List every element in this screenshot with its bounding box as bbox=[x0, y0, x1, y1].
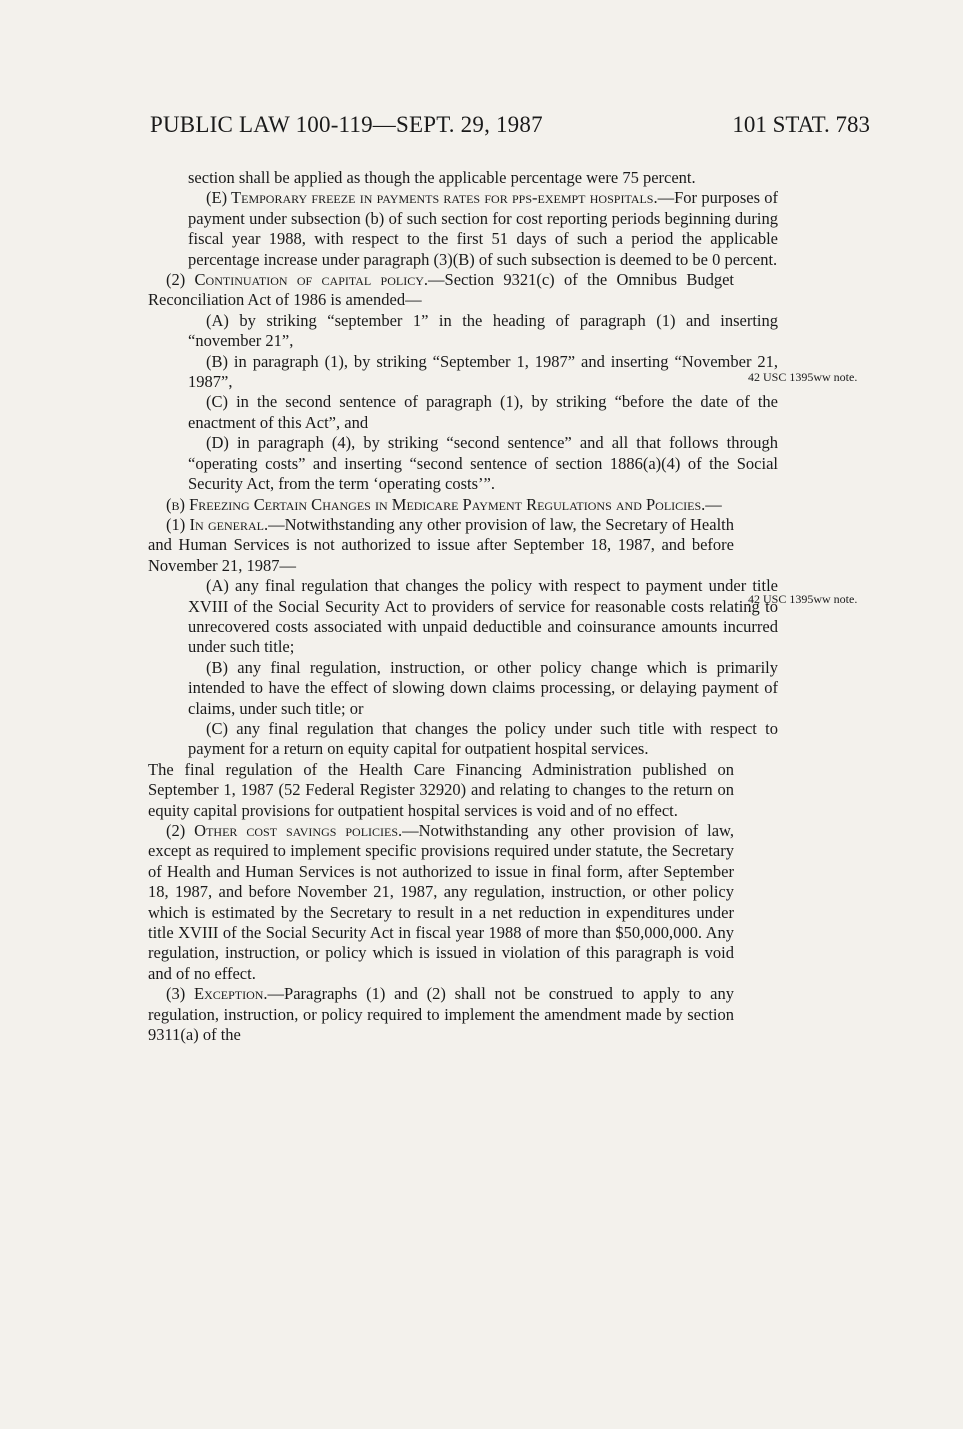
heading-other-cost-savings: (2) Other cost savings policies. bbox=[166, 821, 403, 840]
text-capital-policy: —Section 9321(c) of the Omnibus Budget Reconciliation Act of 1986 is amended— bbox=[148, 270, 734, 310]
paragraph-2-capital-policy bbox=[148, 270, 734, 311]
stat-page: 101 STAT. 783 bbox=[732, 112, 870, 137]
law-title: PUBLIC LAW 100-119—SEPT. 29, 1987 bbox=[150, 112, 543, 137]
text-temporary-freeze: —For purposes of payment under subsection (b) of such section for cost reporting periods beginning during fiscal year 1988, with respect to the first 51 days of such a period the applicable percentage increase under paragraph (3)(B) of such subsection is deemed to be 0 percent. bbox=[188, 188, 779, 269]
heading-capital-policy: (2) Continuation of capital policy. bbox=[166, 270, 429, 290]
paragraph-continuation: section shall be applied as though the applicable percentage were 75 percent. bbox=[188, 168, 696, 187]
paragraph-b-claims-processing: (B) any final regulation, instruction, or other policy change which is primarily intended to have the effect of slowing down claims processing, or delaying payment of claims, under such title; or bbox=[188, 657, 778, 718]
text-in-general: —Notwithstanding any other provision of law, the Secretary of Health and Human Services is not authorized to issue after September 18, 1987, and before November 21, 1987— bbox=[148, 514, 734, 575]
page-header bbox=[150, 112, 870, 152]
paragraph-final-regulation: The final regulation of the Health Care Financing Administration published on September 1, 1987 (52 Federal Register 32920) and relating to changes to the return on equity capital provisions for outpatient hospital services is void and of no effect. bbox=[148, 759, 734, 820]
margin-note-usc-2: 42 USC 1395ww note. bbox=[748, 592, 858, 606]
text-other-cost-savings: —Notwithstanding any other provision of law, except as required to implement specific provisions required under statute, the Secretary of Health and Human Services is not authorized to issue in final form, after September 18, 1987, and before November 21, 1987, any regulation, instruction, or other policy which is estimated by the Secretary to result in a net reduction in expenditures under title XVIII of the Social Security Act in fiscal year 1988 of more than $50,000,000. Any regulation, instruction, or policy which is issued in violation of this paragraph is void and of no effect. bbox=[148, 821, 734, 983]
paragraph-c-return-on-equity: (C) any final regulation that changes the policy under such title with respect to payment for a return on equity capital for outpatient hospital services. bbox=[188, 718, 778, 759]
paragraph-b-striking-date: (B) in paragraph (1), by striking “September 1, 1987” and inserting “November 21, 1987”, bbox=[188, 351, 778, 392]
paragraph-d-operating-costs: (D) in paragraph (4), by striking “second sentence” and all that follows through “operating costs” and inserting “second sentence of section 1886(a)(4) of the Social Security Act, from the term ‘operating costs’”. bbox=[188, 433, 778, 494]
text-exception: —Paragraphs (1) and (2) shall not be construed to apply to any regulation, instruction, or policy required to implement the amendment made by section 9311(a) of the bbox=[148, 984, 734, 1045]
paragraph-3-exception bbox=[148, 984, 734, 1045]
paragraph-c-second-sentence: (C) in the second sentence of paragraph (1), by striking “before the date of the enactment of this Act”, and bbox=[188, 392, 778, 432]
margin-note-usc-1: 42 USC 1395ww note. bbox=[748, 370, 858, 384]
heading-temporary-freeze: (E) Temporary freeze in payments rates for pps-exempt hospitals. bbox=[206, 188, 658, 208]
paragraph-a-unrecovered-costs: (A) any final regulation that changes the policy with respect to payment under title XVIII of the Social Security Act to providers of service for reasonable costs relating to unrecovered costs associated with unpaid deductible and coinsurance amounts incurred under such title; bbox=[188, 576, 778, 657]
heading-exception: (3) Exception. bbox=[166, 984, 268, 1004]
paragraph-1-in-general bbox=[148, 515, 734, 576]
paragraph-a-striking-heading: (A) by striking “september 1” in the heading of paragraph (1) and inserting “november 21”, bbox=[188, 310, 778, 351]
paragraph-2-other-cost-savings bbox=[148, 821, 734, 984]
heading-in-general: (1) In general. bbox=[166, 514, 269, 534]
paragraph-e-temporary-freeze bbox=[188, 188, 778, 270]
section-b-heading: (b) Freezing Certain Changes in Medicare Payment Regulations and Policies.— bbox=[166, 494, 722, 514]
